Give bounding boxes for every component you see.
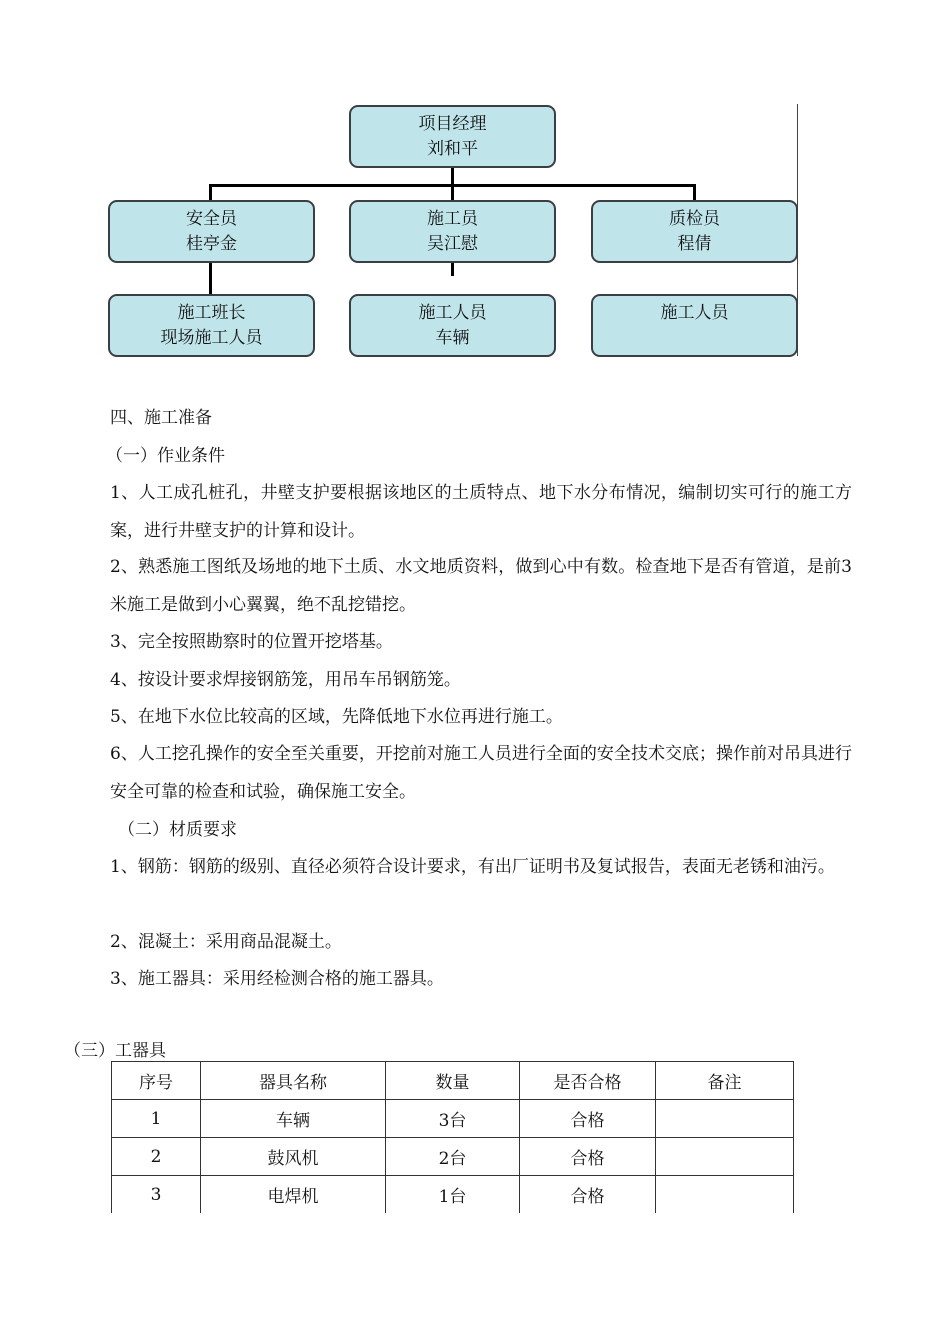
table-header-cell: 备注 xyxy=(656,1062,794,1100)
node-safety-sub xyxy=(108,294,315,357)
table-header-cell: 是否合格 xyxy=(520,1062,656,1100)
subsection-heading-2: （二）材质要求 xyxy=(118,820,237,840)
table-cell xyxy=(656,1176,794,1214)
table-header-cell: 数量 xyxy=(386,1062,520,1100)
node-construction-sub xyxy=(349,294,556,357)
table-row xyxy=(112,1138,794,1176)
table-row xyxy=(112,1100,794,1138)
connector-left-sub xyxy=(209,262,212,295)
paragraph-item: 1、钢筋：钢筋的级别、直径必须符合设计要求，有出厂证明书及复试报告，表面无老锈和油污。 xyxy=(110,857,835,877)
table-cell: 电焊机 xyxy=(201,1176,386,1214)
node-person: 吴江慰 xyxy=(427,234,478,254)
org-chart xyxy=(0,0,950,380)
connector-manager-down xyxy=(451,166,454,186)
node-safety-officer xyxy=(108,200,315,263)
paragraph-item: 4、按设计要求焊接钢筋笼，用吊车吊钢筋笼。 xyxy=(110,670,461,690)
subsection-heading-1: （一）作业条件 xyxy=(106,446,225,466)
node-person: 程倩 xyxy=(677,234,712,254)
node-role: 安全员 xyxy=(186,209,237,229)
table-cell: 3 xyxy=(112,1176,201,1214)
table-header-row xyxy=(112,1062,794,1100)
paragraph-item: 3、完全按照勘察时的位置开挖塔基。 xyxy=(110,632,393,652)
paragraph-item: 3、施工器具：采用经检测合格的施工器具。 xyxy=(110,969,444,989)
paragraph-item: 1、人工成孔桩孔，井壁支护要根据该地区的土质特点、地下水分布情况，编制切实可行的施工方案，进行井壁支护的计算和设计。 xyxy=(110,483,852,541)
paragraph-item: 6、人工挖孔操作的安全至关重要，开挖前对施工人员进行全面的安全技术交底；操作前对吊具进行安全可靠的检查和试验，确保施工安全。 xyxy=(110,744,852,802)
paragraph-item: 2、混凝土：采用商品混凝土。 xyxy=(110,932,342,952)
connector-mid-down xyxy=(451,184,454,201)
node-role: 施工员 xyxy=(427,209,478,229)
table-cell: 3台 xyxy=(386,1100,520,1138)
table-cell: 1台 xyxy=(386,1176,520,1214)
table-header-cell: 器具名称 xyxy=(201,1062,386,1100)
table-cell xyxy=(656,1100,794,1138)
table-cell: 2 xyxy=(112,1138,201,1176)
node-person: 刘和平 xyxy=(427,139,478,159)
section-heading: 四、施工准备 xyxy=(110,408,212,428)
paragraph-item: 5、在地下水位比较高的区域，先降低地下水位再进行施工。 xyxy=(110,707,563,727)
table-cell xyxy=(656,1138,794,1176)
tools-table xyxy=(111,1061,794,1213)
node-construction-officer xyxy=(349,200,556,263)
table-cell: 合格 xyxy=(520,1100,656,1138)
table-cell: 合格 xyxy=(520,1176,656,1214)
table-row xyxy=(112,1176,794,1214)
node-quality-inspector xyxy=(591,200,798,263)
connector-right-down xyxy=(693,184,696,201)
table-cell: 车辆 xyxy=(201,1100,386,1138)
node-role: 质检员 xyxy=(669,209,720,229)
table-cell: 合格 xyxy=(520,1138,656,1176)
connector-mid-sub xyxy=(451,262,454,276)
node-line: 现场施工人员 xyxy=(160,328,263,348)
table-cell: 1 xyxy=(112,1100,201,1138)
node-role: 项目经理 xyxy=(418,114,487,134)
node-project-manager xyxy=(349,105,556,168)
node-quality-sub xyxy=(591,294,798,357)
table-cell: 2台 xyxy=(386,1138,520,1176)
connector-left-down xyxy=(209,184,212,201)
node-line: 施工班长 xyxy=(177,303,246,323)
subsection-heading-3: （三）工器具 xyxy=(64,1041,166,1061)
node-person: 桂亭金 xyxy=(186,234,237,254)
node-line: 车辆 xyxy=(435,328,470,348)
paragraph-item: 2、熟悉施工图纸及场地的地下土质、水文地质资料，做到心中有数。检查地下是否有管道，是前3米施工是做到小心翼翼，绝不乱挖错挖。 xyxy=(110,557,852,615)
table-cell: 鼓风机 xyxy=(201,1138,386,1176)
table-header-cell: 序号 xyxy=(112,1062,201,1100)
node-line: 施工人员 xyxy=(418,303,487,323)
node-line: 施工人员 xyxy=(660,303,729,323)
